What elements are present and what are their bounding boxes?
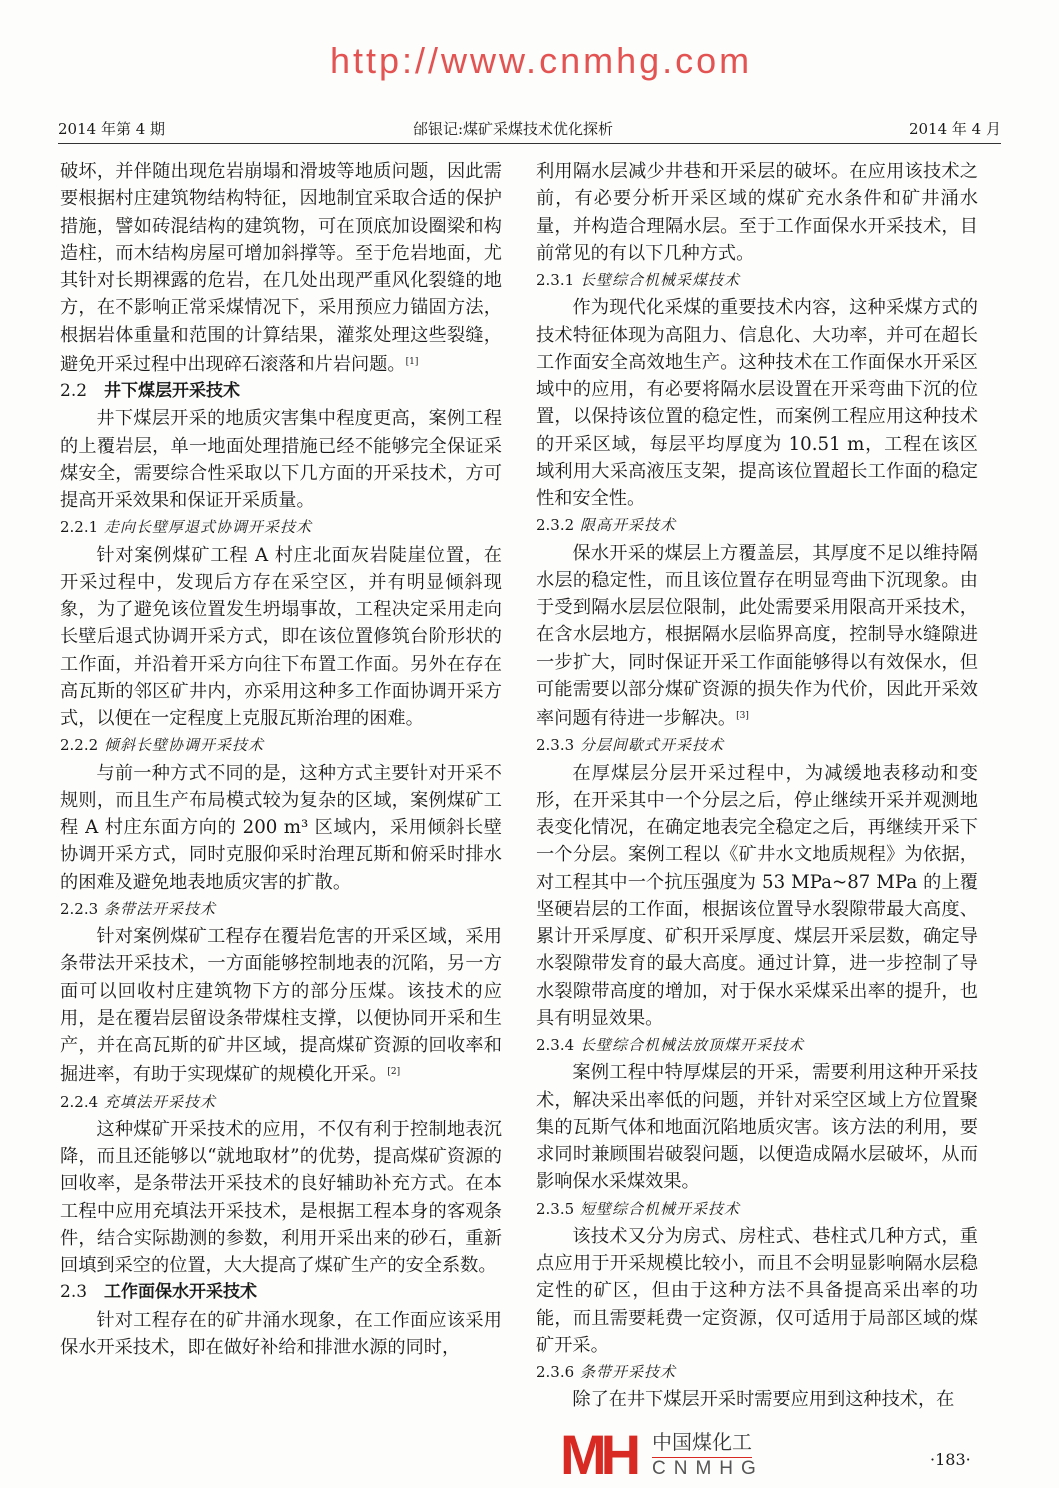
paragraph: 这种煤矿开采技术的应用，不仅有利于控制地表沉降，而且还能够以“就地取材”的优势，提高煤矿资源的回收率，是条带法开采技术的良好辅助补充方式。在本工程中应用充填法开采技术，是根据工程本身的客观条件，结合实际勘测的参数，利用开采出来的砂石，重新回填到采空的位置，大大提高了煤矿生产的安全系数。 (60, 1118, 502, 1276)
date-label: 2014 年 4 月 (908, 120, 1001, 138)
logo-chinese-text: 中国煤化工 (652, 1426, 752, 1458)
paragraph: 在厚煤层分层开采过程中，为减缓地表移动和变形，在开采其中一个分层之后，停止继续开采并观测地表变化情况，在确定地表完全稳定之后，再继续开采下一个分层。案例工程以《矿井水文地质规程》为依据，对工程其中一个抗压强度为 53 MPa~87 MPa 的上覆坚硬岩层的工作面，根据该位置导水裂隙带最大高度、累计开采厚度、矿积开采厚度、煤层开采层数，确定导水裂隙带发育的最大高度。通过计算，进一步控制了导水裂隙带高度的增加，对于保水采煤采出率的提升，也具有明显效果。 (536, 762, 978, 1029)
subsection-heading: 2.3.6 条带开采技术 (536, 1363, 677, 1381)
section-heading: 2.2 井下煤层开采技术 (60, 381, 240, 401)
paragraph: 破坏，并伴随出现危岩崩塌和滑坡等地质问题，因此需要根据村庄建筑物结构特征，因地制宜采取合适的保护措施，譬如砖混结构的建筑物，可在顶底加设圈梁和构造柱，而木结构房屋可增加斜撑等。至于危岩地面，尤其针对长期裸露的危岩，在几处出现严重风化裂缝的地方，在不影响正常采煤情况下，采用预应力锚固方法，根据岩体重量和范围的计算结果，灌浆处理这些裂缝，避免开采过程中出现碎石滚落和片岩问题。[1] (60, 161, 502, 375)
page-number: ·183· (930, 1450, 971, 1469)
citation: [1] (405, 356, 419, 367)
paragraph: 该技术又分为房式、房柱式、巷柱式几种方式，重点应用于开采规模比较小，而且不会明显影响隔水层稳定性的矿区，但由于这种方法不具备提高采出率的功能，而且需要耗费一定资源，仅可适用于局部区域的煤矿开采。 (536, 1225, 978, 1356)
paragraph: 案例工程中特厚煤层的开采，需要利用这种开采技术，解决采出率低的问题，并针对采空区域上方位置聚集的瓦斯气体和地面沉陷地质灾害。该方法的利用，要求同时兼顾围岩破裂问题，以便造成隔水层破坏，从而影响保水采煤效果。 (536, 1062, 978, 1193)
citation: [2] (387, 1067, 401, 1078)
subsection-heading: 2.2.3 条带法开采技术 (60, 899, 217, 918)
paragraph: 井下煤层开采的地质灾害集中程度更高，案例工程的上覆岩层，单一地面处理措施已经不能够完全保证采煤安全，需要综合性采取以下几方面的开采技术，方可提高开采效果和保证开采质量。 (60, 408, 502, 511)
left-column (60, 158, 502, 1361)
subsection-heading: 2.3.5 短壁综合机械开采技术 (536, 1199, 741, 1218)
paragraph: 针对案例煤矿工程存在覆岩危害的开采区域，采用条带法开采技术，一方面能够控制地表的沉陷，另一方面可以回收村庄建筑物下方的部分压煤。该技术的应用，是在覆岩层留设条带煤柱支撑，以便协同开采和生产，并在高瓦斯的矿井区域，提高煤矿资源的回收率和掘进率，有助于实现煤矿的规模化开采。[2] (60, 926, 502, 1086)
subsection-heading: 2.2.1 走向长壁厚退式协调开采技术 (60, 518, 313, 537)
paragraph: 利用隔水层减少井巷和开采层的破坏。在应用该技术之前，有必要分析开采区域的煤矿充水条件和矿井涌水量，并构造合理隔水层。至于工作面保水开采技术，目前常见的有以下几种方式。 (536, 161, 978, 264)
url-watermark: http://www.cnmhg.com (330, 40, 753, 81)
subsection-heading: 2.2.2 倾斜长壁协调开采技术 (60, 736, 265, 755)
section-heading: 2.3 工作面保水开采技术 (60, 1282, 257, 1303)
logo-mark: MH (560, 1423, 636, 1486)
subsection-heading: 2.3.1 长壁综合机械采煤技术 (536, 271, 741, 289)
subsection-heading: 2.2.4 充填法开采技术 (60, 1092, 217, 1111)
subsection-heading: 2.3.2 限高开采技术 (536, 516, 677, 535)
citation: [3] (736, 711, 749, 721)
cnmhg-logo (560, 1422, 770, 1487)
paragraph: 作为现代化采煤的重要技术内容，这种采煤方式的技术特征体现为高阻力、信息化、大功率，并可在超长工作面安全高效地生产。这种技术在工作面保水开采区域中的应用，有必要将隔水层设置在开采弯曲下沉的位置，以保持该位置的稳定性，而案例工程应用这种技术的开采区域，每层平均厚度为 10.51 m，工程在该区域利用大采高液压支架，提高该位置超长工作面的稳定性和安全性。 (536, 297, 978, 509)
paragraph: 保水开采的煤层上方覆盖层，其厚度不足以维持隔水层的稳定性，而且该位置存在明显弯曲下沉现象。由于受到隔水层层位限制，此处需要采用限高开采技术，在含水层地方，根据隔水层临界高度，控制导水缝隙进一步扩大，同时保证开采工作面能够得以有效保水，但可能需要以部分煤矿资源的损失作为代价，因此开采效率问题有待进一步解决。[3] (536, 542, 978, 729)
paragraph: 针对工程存在的矿井涌水现象，在工作面应该采用保水开采技术，即在做好补给和排泄水源的同时， (60, 1309, 502, 1358)
paragraph: 针对案例煤矿工程 A 村庄北面灰岩陡崖位置，在开采过程中，发现后方存在采空区，并有明显倾斜现象，为了避免该位置发生坍塌事故，工程决定采用走向长壁后退式协调开采方式，即在该位置修筑台阶形状的工作面，并沿着开采方向往下布置工作面。另外在存在高瓦斯的邻区矿井内，亦采用这种多工作面协调开采方式，以便在一定程度上克服瓦斯治理的困难。 (60, 544, 502, 729)
paragraph: 与前一种方式不同的是，这种方式主要针对开采不规则，而且生产布局模式较为复杂的区域，案例煤矿工程 A 村庄东面方向的 200 m³ 区域内，采用倾斜长壁协调开采方式，同时克服仰采时治理瓦斯和俯采时排水的困难及避免地表地质灾害的扩散。 (60, 762, 502, 893)
subsection-heading: 2.3.4 长壁综合机械法放顶煤开采技术 (536, 1036, 805, 1054)
logo-english-text: CNMHG (652, 1458, 764, 1479)
article-title: 邰银记:煤矿采煤技术优化探析 (413, 120, 614, 138)
right-column (536, 158, 978, 1414)
paragraph: 除了在井下煤层开采时需要应用到这种技术，在 (572, 1389, 955, 1411)
subsection-heading: 2.3.3 分层间歇式开采技术 (536, 736, 725, 755)
running-header (58, 116, 1001, 144)
issue-label: 2014 年第 4 期 (58, 120, 166, 138)
